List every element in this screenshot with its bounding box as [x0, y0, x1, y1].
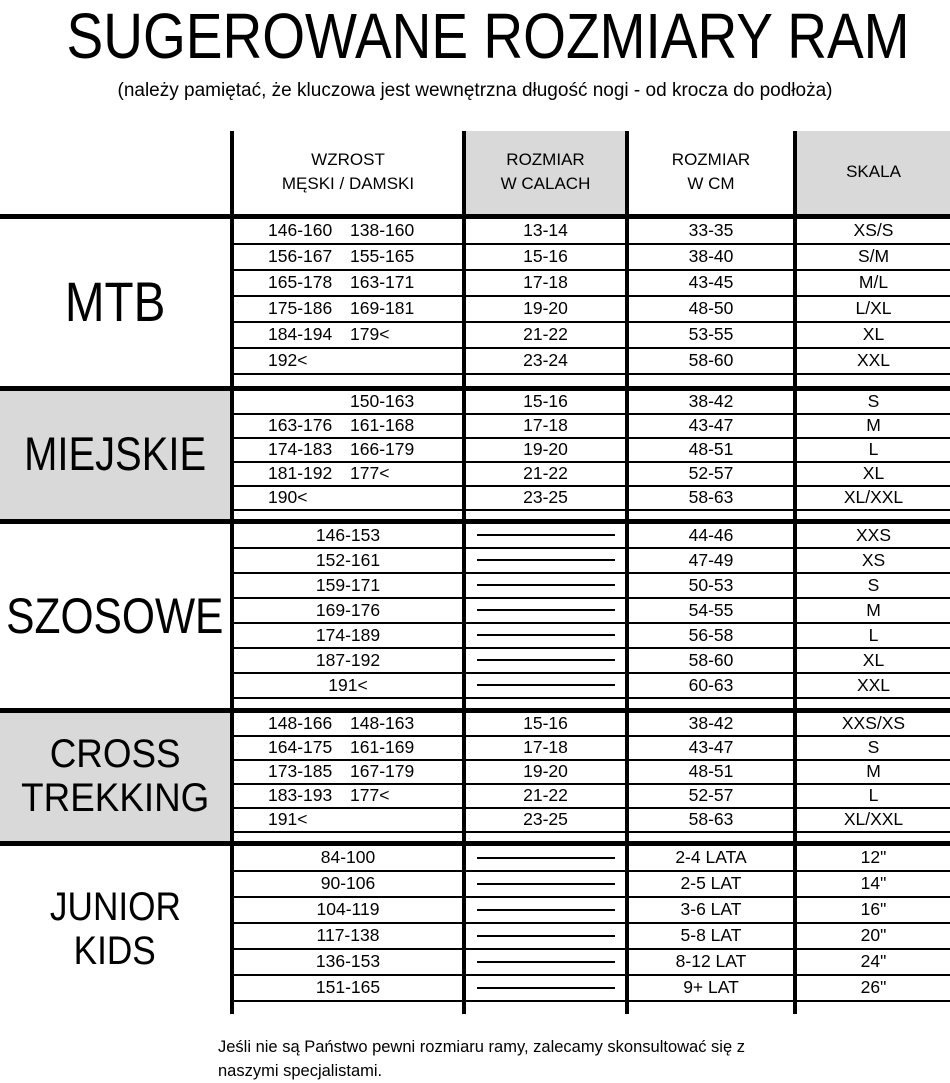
height-female-range: 167-179	[350, 761, 415, 782]
dash-line	[477, 961, 615, 963]
scale-cell: S	[793, 391, 950, 413]
table-row	[230, 599, 950, 624]
table-row	[230, 549, 950, 574]
height-male-range: 163-176	[268, 415, 333, 436]
table-row	[230, 924, 950, 950]
table-row	[230, 872, 950, 898]
size-cm-cell: 43-47	[625, 737, 793, 759]
col-header-cm-line2: W CM	[687, 174, 735, 194]
scale-cell: S	[793, 737, 950, 759]
size-cm-cell: 52-57	[625, 463, 793, 485]
size-cm-cell: 47-49	[625, 549, 793, 572]
dash-line	[477, 935, 615, 937]
size-inches-cell: 21-22	[462, 785, 625, 807]
wheel-size-cell: 26"	[793, 976, 950, 1000]
height-range: 117-138	[230, 924, 462, 948]
age-range-cell: 2-4 LATA	[625, 846, 793, 870]
scale-cell: L	[793, 785, 950, 807]
table-row	[230, 846, 950, 872]
height-male-range: 183-193	[268, 785, 333, 806]
height-male-range: 191<	[268, 809, 308, 830]
size-cm-cell: 58-63	[625, 809, 793, 831]
height-female-range: 138-160	[350, 220, 415, 241]
size-cm-cell: 48-51	[625, 761, 793, 783]
category-label-line1: JUNIOR	[49, 885, 181, 930]
scale-cell: XL	[793, 323, 950, 347]
scale-cell: L	[793, 624, 950, 647]
scale-cell: M	[793, 415, 950, 437]
table-row	[230, 524, 950, 549]
col-header-wzrost-line1: WZROST	[311, 149, 385, 169]
size-cm-cell: 54-55	[625, 599, 793, 622]
table-row	[230, 297, 950, 323]
height-male-range: 164-175	[268, 737, 333, 758]
category-cell-junior-kids	[0, 846, 230, 1014]
category-label: SZOSOWE	[6, 587, 224, 644]
footer-note: Jeśli nie są Państwo pewni rozmiaru ramy, zalecamy skonsultować się z naszymi specjalistami.	[218, 1037, 745, 1080]
section-miejskie	[0, 386, 950, 519]
height-female-range: 155-165	[350, 246, 415, 267]
table-row	[230, 624, 950, 649]
table-header-row	[0, 131, 950, 214]
scale-cell: S/M	[793, 245, 950, 269]
height-male-range: 184-194	[268, 324, 333, 345]
height-range: 169-176	[230, 599, 462, 622]
scale-cell: M/L	[793, 271, 950, 295]
size-cm-cell: 38-42	[625, 391, 793, 413]
age-range-cell: 5-8 LAT	[625, 924, 793, 948]
size-inches-cell: 17-18	[462, 415, 625, 437]
size-inches-cell: 15-16	[462, 391, 625, 413]
category-cell-mtb	[0, 219, 230, 386]
table-row	[230, 950, 950, 976]
table-row	[230, 713, 950, 737]
height-female-range: 148-163	[350, 713, 415, 734]
scale-cell: XL/XXL	[793, 487, 950, 509]
height-male-range: 190<	[268, 487, 308, 508]
age-range-cell: 9+ LAT	[625, 976, 793, 1000]
size-cm-cell: 43-45	[625, 271, 793, 295]
scale-cell: L/XL	[793, 297, 950, 321]
col-header-wzrost	[230, 131, 462, 214]
size-cm-cell: 53-55	[625, 323, 793, 347]
col-header-skala	[793, 131, 950, 214]
table-row	[230, 439, 950, 463]
dash-line	[477, 857, 615, 859]
height-male-range: 175-186	[268, 298, 333, 319]
table-row	[230, 737, 950, 761]
height-range: 152-161	[230, 549, 462, 572]
size-cm-cell: 58-63	[625, 487, 793, 509]
table-row	[230, 976, 950, 1002]
height-male-range: 192<	[268, 350, 308, 371]
height-range: 146-153	[230, 524, 462, 547]
col-header-cm	[625, 131, 793, 214]
dash-line	[477, 559, 615, 561]
size-inches-cell: 19-20	[462, 297, 625, 321]
height-male-range: 181-192	[268, 463, 333, 484]
size-cm-cell: 43-47	[625, 415, 793, 437]
wheel-size-cell: 12"	[793, 846, 950, 870]
scale-cell: XS	[793, 549, 950, 572]
scale-cell: XXL	[793, 674, 950, 697]
table-row	[230, 898, 950, 924]
height-female-range: 177<	[350, 463, 390, 484]
dash-line	[477, 987, 615, 989]
page-title: SUGEROWANE ROZMIARY RAM	[66, 0, 910, 72]
col-header-cm-line1: ROZMIAR	[671, 149, 751, 169]
table-row	[230, 463, 950, 487]
size-cm-cell: 38-42	[625, 713, 793, 735]
size-cm-cell: 33-35	[625, 219, 793, 243]
scale-cell: XXS	[793, 524, 950, 547]
table-row	[230, 415, 950, 439]
height-male-range: 156-167	[268, 246, 333, 267]
spacer-row	[230, 511, 950, 519]
height-female-range: 163-171	[350, 272, 415, 293]
table-row	[230, 574, 950, 599]
height-range: 104-119	[230, 898, 462, 922]
age-range-cell: 8-12 LAT	[625, 950, 793, 974]
height-female-range: 169-181	[350, 298, 415, 319]
size-chart-table	[0, 131, 950, 1014]
spacer-row	[230, 1002, 950, 1014]
dash-line	[477, 634, 615, 636]
dash-line	[477, 883, 615, 885]
category-cell-cross-trekking	[0, 713, 230, 841]
height-male-range: 174-183	[268, 439, 333, 460]
wheel-size-cell: 14"	[793, 872, 950, 896]
table-row	[230, 649, 950, 674]
wheel-size-cell: 24"	[793, 950, 950, 974]
table-row	[230, 391, 950, 415]
scale-cell: XL	[793, 649, 950, 672]
table-row	[230, 761, 950, 785]
scale-cell: S	[793, 574, 950, 597]
table-row	[230, 349, 950, 375]
scale-cell: M	[793, 599, 950, 622]
size-inches-cell: 15-16	[462, 245, 625, 269]
col-header-cale-line1: ROZMIAR	[506, 149, 585, 169]
table-row	[230, 809, 950, 833]
height-female-range: 150-163	[350, 391, 415, 412]
age-range-cell: 2-5 LAT	[625, 872, 793, 896]
category-label: MTB	[64, 269, 166, 333]
scale-cell: L	[793, 439, 950, 461]
size-inches-cell: 13-14	[462, 219, 625, 243]
height-range: 136-153	[230, 950, 462, 974]
size-cm-cell: 38-40	[625, 245, 793, 269]
spacer-row	[230, 699, 950, 708]
height-male-range: 165-178	[268, 272, 333, 293]
dash-line	[477, 684, 615, 686]
scale-cell: XL/XXL	[793, 809, 950, 831]
scale-cell: XS/S	[793, 219, 950, 243]
age-range-cell: 3-6 LAT	[625, 898, 793, 922]
size-cm-cell: 50-53	[625, 574, 793, 597]
category-label: MIEJSKIE	[23, 427, 207, 481]
page-subtitle: (należy pamiętać, że kluczowa jest wewnętrzna długość nogi - od krocza do podłoża)	[117, 80, 833, 101]
height-female-range: 166-179	[350, 439, 415, 460]
size-inches-cell: 19-20	[462, 439, 625, 461]
category-cell-miejskie	[0, 391, 230, 519]
section-junior-kids	[0, 841, 950, 1014]
scale-cell: XXS/XS	[793, 713, 950, 735]
height-range: 191<	[230, 674, 462, 697]
wheel-size-cell: 16"	[793, 898, 950, 922]
table-row	[230, 271, 950, 297]
scale-cell: M	[793, 761, 950, 783]
category-cell-szosowe	[0, 524, 230, 708]
height-female-range: 179<	[350, 324, 390, 345]
height-range: 159-171	[230, 574, 462, 597]
size-inches-cell: 21-22	[462, 463, 625, 485]
spacer-row	[230, 375, 950, 386]
size-cm-cell: 58-60	[625, 349, 793, 373]
dash-line	[477, 609, 615, 611]
table-row	[230, 219, 950, 245]
height-range: 84-100	[230, 846, 462, 870]
height-range: 151-165	[230, 976, 462, 1000]
size-inches-cell: 19-20	[462, 761, 625, 783]
height-male-range: 148-166	[268, 713, 333, 734]
category-label-line2: TREKKING	[20, 775, 210, 820]
size-cm-cell: 48-51	[625, 439, 793, 461]
spacer-row	[230, 833, 950, 841]
section-cross-trekking	[0, 708, 950, 841]
size-inches-cell: 23-24	[462, 349, 625, 373]
size-inches-cell: 23-25	[462, 487, 625, 509]
col-header-wzrost-line2: MĘSKI / DAMSKI	[281, 174, 415, 194]
section-szosowe	[0, 519, 950, 708]
table-row	[230, 674, 950, 699]
header-empty-cell	[0, 131, 230, 214]
scale-cell: XL	[793, 463, 950, 485]
scale-cell: XXL	[793, 349, 950, 373]
dash-line	[477, 534, 615, 536]
wheel-size-cell: 20"	[793, 924, 950, 948]
height-female-range: 161-169	[350, 737, 415, 758]
height-range: 174-189	[230, 624, 462, 647]
table-row	[230, 487, 950, 511]
size-cm-cell: 52-57	[625, 785, 793, 807]
size-inches-cell: 15-16	[462, 713, 625, 735]
size-inches-cell: 21-22	[462, 323, 625, 347]
category-label-line2: KIDS	[73, 928, 157, 973]
dash-line	[477, 584, 615, 586]
size-cm-cell: 48-50	[625, 297, 793, 321]
height-female-range: 177<	[350, 785, 390, 806]
size-cm-cell: 58-60	[625, 649, 793, 672]
section-mtb	[0, 214, 950, 386]
size-inches-cell: 17-18	[462, 737, 625, 759]
height-range: 187-192	[230, 649, 462, 672]
size-cm-cell: 60-63	[625, 674, 793, 697]
size-cm-cell: 44-46	[625, 524, 793, 547]
dash-line	[477, 659, 615, 661]
size-inches-cell: 23-25	[462, 809, 625, 831]
size-inches-cell: 17-18	[462, 271, 625, 295]
col-header-cale-line2: W CALACH	[500, 174, 591, 194]
height-female-range: 161-168	[350, 415, 415, 436]
col-header-cale	[462, 131, 625, 214]
height-male-range: 173-185	[268, 761, 333, 782]
height-male-range: 146-160	[268, 220, 333, 241]
table-row	[230, 785, 950, 809]
size-cm-cell: 56-58	[625, 624, 793, 647]
col-header-skala-label: SKALA	[846, 161, 901, 181]
table-row	[230, 323, 950, 349]
height-range: 90-106	[230, 872, 462, 896]
dash-line	[477, 909, 615, 911]
category-label-line1: CROSS	[49, 732, 181, 777]
table-row	[230, 245, 950, 271]
